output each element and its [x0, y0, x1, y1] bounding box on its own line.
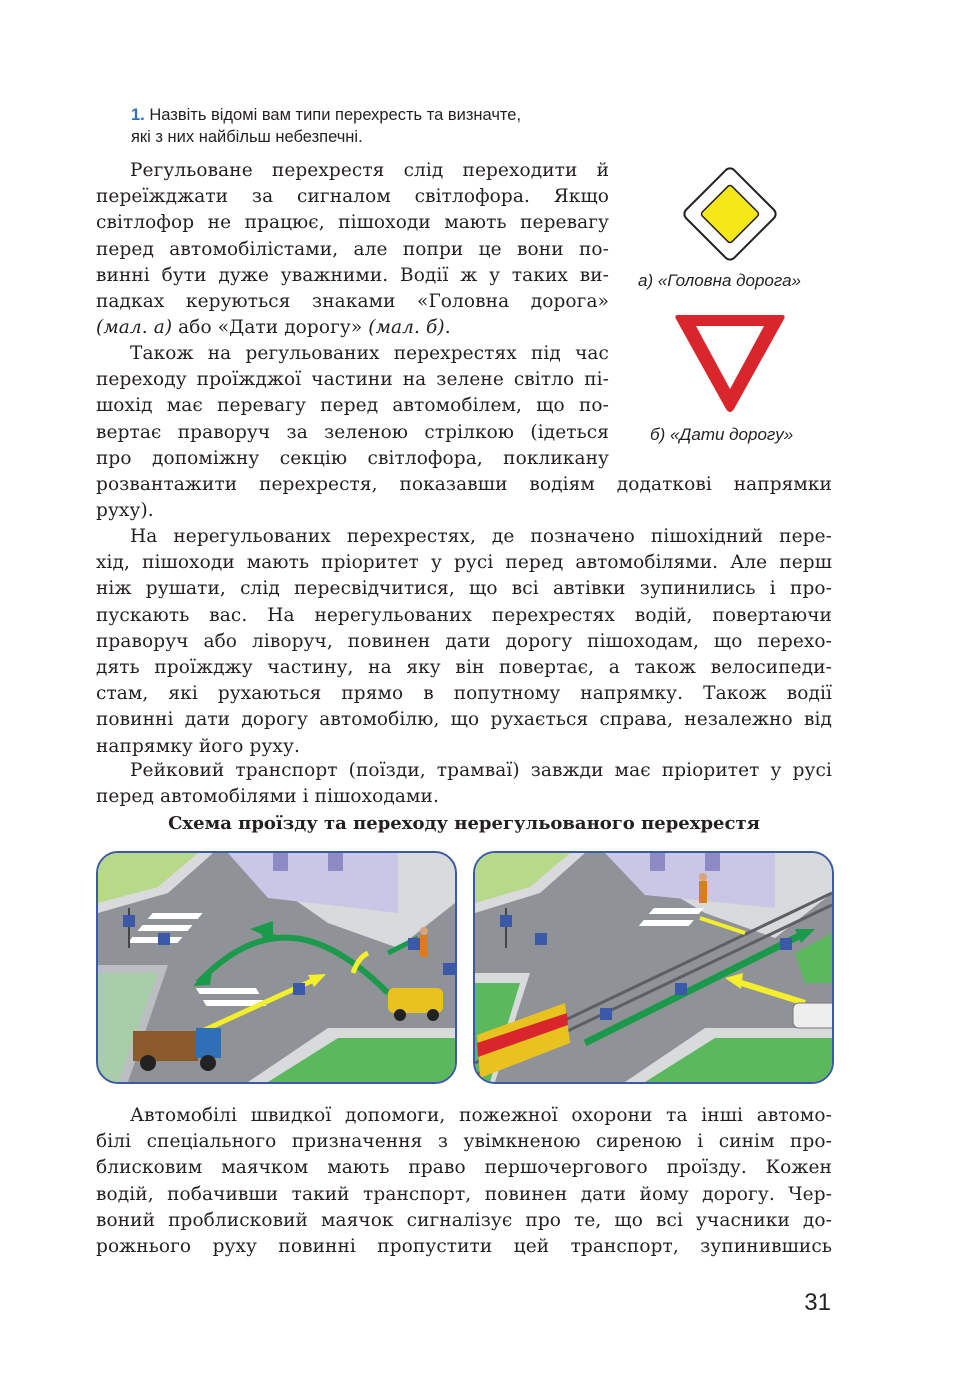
intersection-illustration-right: [473, 851, 834, 1084]
figure-ref-a: (мал. а): [96, 317, 173, 339]
text-fragment: або «Дати дорогу»: [172, 317, 369, 339]
main-road-caption: а) «Головна дорога»: [638, 271, 801, 290]
text-line: перед автомобілями і пішоходами.: [96, 786, 439, 808]
text-line: рожнього руху повинні пропустити цей транспорт, зупинившись: [96, 1236, 832, 1258]
text-line: перед автомобілістами, але попри це вони по-: [96, 238, 609, 260]
text-line: руху).: [96, 500, 154, 522]
text-line: ніж рушати, слід пересвідчитися, що всі автівки зупинились і про-: [96, 578, 832, 600]
intersection-scene-right-image: [475, 853, 832, 1082]
text-line: праворуч або ліворуч, повинен дати дорогу пішоходам, що перехо-: [96, 630, 832, 652]
text-line: стам, які рухаються прямо в попутному напрямку. Також водії: [96, 683, 832, 705]
paragraph-1: [96, 158, 609, 341]
give-way-caption: б) «Дати дорогу»: [650, 425, 794, 444]
question-block: [131, 104, 611, 148]
text-line: переходу проїжджої частини на зелене світло пі-: [96, 369, 609, 391]
text-line: винні бути дуже уважними. Водії ж у таких ви-: [96, 264, 609, 286]
text-line: хід, пішоходи мають пріоритет у русі перед автомобілями. Але перш: [96, 552, 832, 574]
intersection-illustration-left: [96, 851, 457, 1084]
question-line: які з них найбільш небезпечні.: [131, 128, 363, 146]
text-line: шохід має перевагу перед автомобілем, що по-: [96, 395, 609, 417]
text-line: розвантажити перехрестя, показавши водіям додаткові напрямки: [96, 474, 832, 495]
figure-ref-b: (мал. б): [368, 317, 445, 339]
intersection-scene-left-image: [98, 853, 455, 1082]
text-line: [96, 315, 609, 341]
text-line: пускають вас. На нерегульованих перехрестях водій, повертаючи: [96, 604, 832, 626]
text-line: водій, побачивши такий транспорт, повинен дати йому дорогу. Чер-: [96, 1183, 832, 1205]
text-line: дять проїжджу частину, на яку він повертає, а також велосипеди-: [96, 657, 832, 679]
text-line: повинні дати дорогу автомобілю, що рухається справа, незалежно від: [96, 709, 832, 731]
paragraph-5: [96, 1103, 832, 1260]
text-line: переїжджати за сигналом світлофора. Якщо: [96, 186, 609, 208]
text-line: падках керуються знаками «Головна дорога»: [96, 291, 609, 313]
paragraph-2-continued: [96, 472, 832, 524]
paragraph-3: [96, 524, 832, 760]
text-line: Рейковий транспорт (поїзди, трамваї) завжди має пріоритет у русі: [130, 760, 832, 781]
text-line: На нерегульованих перехрестях, де позначено пішохідний пере-: [130, 526, 832, 547]
question-number: 1.: [131, 106, 145, 124]
text-line: про допоміжну секцію світлофора, покликану: [96, 447, 609, 469]
paragraph-4: [96, 758, 832, 810]
text-line: воний проблисковий маячок сигналізує про те, що всі учасники до-: [96, 1209, 832, 1231]
text-line: Регульоване перехрестя слід переходити й: [130, 160, 609, 181]
text-line: Також на регульованих перехрестях під час: [130, 343, 609, 364]
main-road-diamond-sign-icon: [674, 158, 786, 270]
page-number: 31: [804, 1289, 831, 1316]
text-line: білі спеціального призначення з увімкненою сиреною і синім про-: [96, 1131, 832, 1153]
text-line: світлофор не працює, пішоходи мають перевагу: [96, 212, 609, 234]
text-line: блисковим маячком мають право першочергового проїзду. Кожен: [96, 1157, 832, 1179]
question-line: Назвіть відомі вам типи перехресть та визначте,: [149, 106, 522, 124]
text-line: напрямку його руху.: [96, 735, 300, 757]
give-way-triangle-sign-icon: [668, 309, 792, 419]
text-line: Автомобілі швидкої допомоги, пожежної охорони та інші автомо-: [130, 1105, 832, 1126]
text-line: вертає праворуч за зеленою стрілкою (ідеться: [96, 421, 609, 443]
scheme-title: Схема проїзду та переходу нерегульованого перехрестя: [168, 813, 760, 834]
paragraph-2: [96, 341, 609, 472]
text-fragment: .: [444, 317, 451, 339]
